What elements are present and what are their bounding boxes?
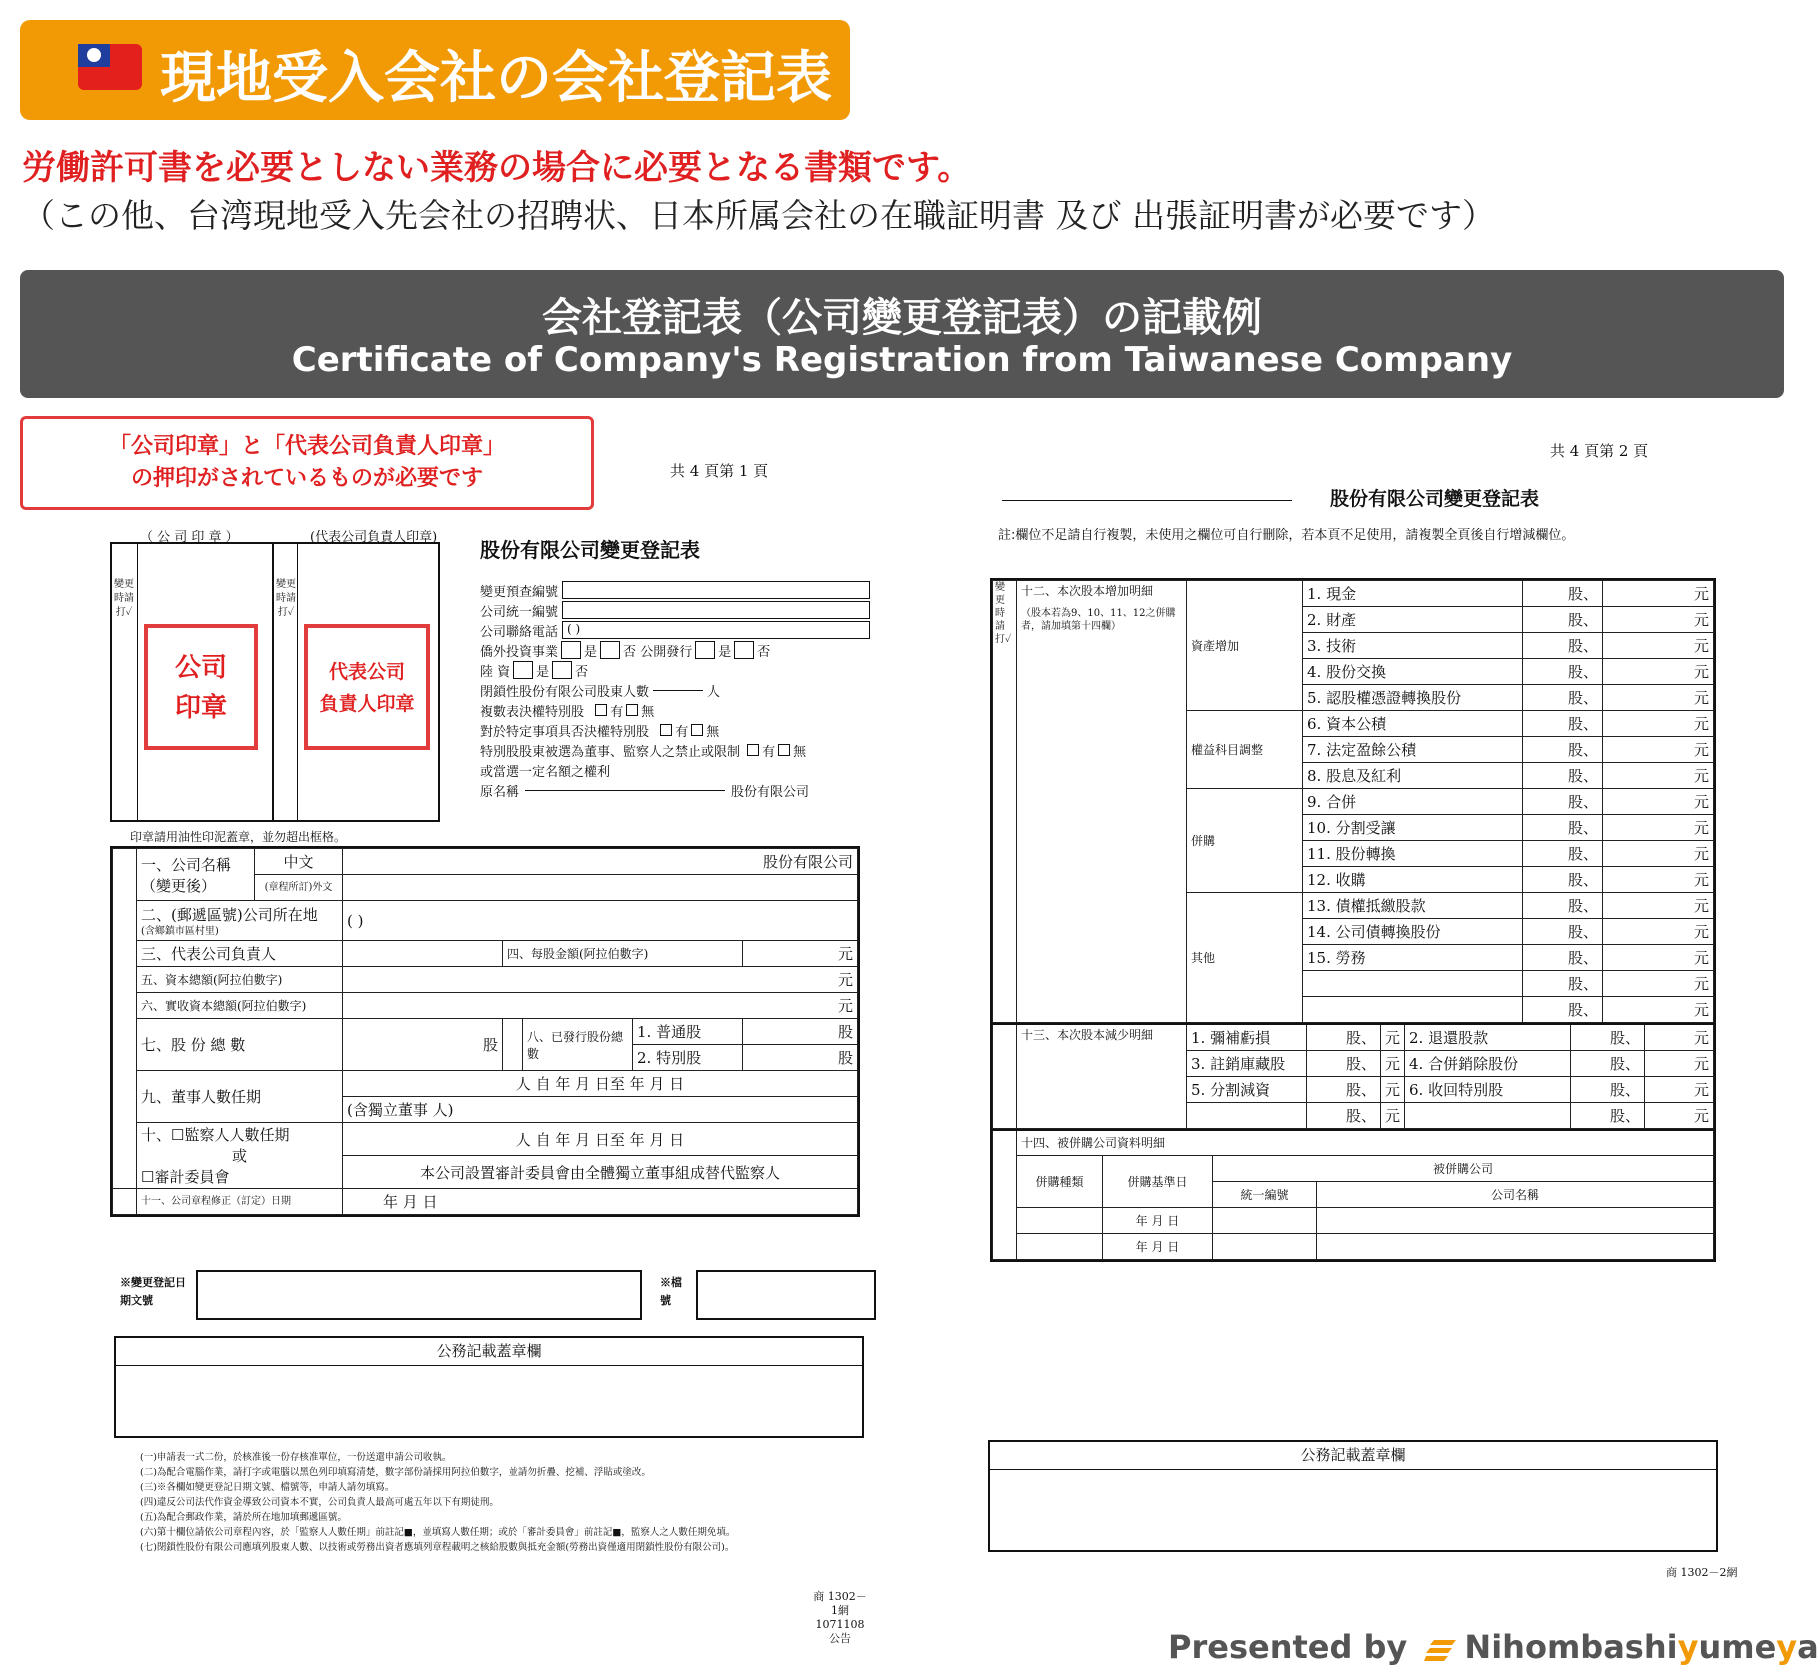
checkbox[interactable] (626, 704, 638, 716)
seal-text: 印章 (174, 693, 227, 723)
underline (1002, 500, 1292, 501)
row-label: 或 (231, 1147, 247, 1165)
item-label: 11. 股份轉換 (1303, 841, 1523, 867)
note-item: (一)申請表一式二份，於核准後一份存核准單位，一份送還申請公司收執。 (140, 1452, 452, 1463)
callout-line-2: の押印がされているものが必要です (130, 466, 483, 491)
item-label: 14. 公司債轉換股份 (1303, 919, 1523, 945)
column-header: 統一編號 (1213, 1182, 1317, 1208)
amount-field[interactable]: 元 (1603, 919, 1714, 945)
callout-line-1: 「公司印章」と「代表公司負責人印章」 (108, 434, 505, 459)
note-item: (二)為配合電腦作業，請打字或電腦以黑色列印填寫清楚，數字部份請採用阿拉伯數字，並請勿折疊、挖補、浮貼或塗改。 (140, 1467, 651, 1478)
merge-type-field[interactable] (1017, 1234, 1103, 1260)
row-label: 1. 普通股 (633, 1019, 743, 1045)
title-banner (20, 20, 850, 120)
taiwan-flag-icon (78, 44, 142, 90)
field-label: 複數表決權特別股 (480, 704, 585, 720)
form-info-block (480, 580, 870, 800)
shares-field[interactable]: 股、 (1523, 711, 1603, 737)
item-label: 8. 股息及紅利 (1303, 763, 1523, 789)
amount-field[interactable]: 元 (1603, 581, 1714, 607)
amount-field[interactable]: 元 (1603, 633, 1714, 659)
row-label: 十二、本次股本增加明細 (1021, 584, 1154, 598)
row-label: 九、董事人數任期 (137, 1071, 343, 1123)
shares-field[interactable]: 股、 (1307, 1102, 1381, 1128)
registration-number-box (196, 1270, 642, 1320)
shares-field[interactable]: 股、 (1523, 581, 1603, 607)
shares-field[interactable]: 股、 (1523, 763, 1603, 789)
amount-field[interactable]: 元 (1381, 1024, 1405, 1050)
field-label: 僑外投資事業 (480, 644, 559, 660)
official-stamp-box (114, 1336, 864, 1438)
representative-seal-stamp (304, 624, 430, 750)
shares-field[interactable]: 股、 (1307, 1050, 1381, 1076)
stamp-label: ※變更登記日期文號 (120, 1276, 186, 1307)
chinese-label: 中文 (255, 849, 343, 875)
section-header (20, 270, 1784, 398)
total-shares-field[interactable]: 股 (343, 1019, 503, 1071)
option-label: 無 (706, 724, 720, 740)
row-sublabel: （股本若為9、10、11、12之併購者，請加填第十四欄） (1021, 608, 1176, 632)
row-label: 二、(郵遞區號)公司所在地 (141, 905, 318, 924)
item-label: 6. 資本公積 (1303, 711, 1523, 737)
merge-type-field[interactable] (1017, 1208, 1103, 1234)
form-title: 股份有限公司變更登記表 (1330, 488, 1540, 510)
audit-committee-text: 本公司設置審計委員會由全體獨立董事組成替代監察人 (343, 1156, 858, 1189)
amount-field[interactable]: 元 (1603, 659, 1714, 685)
change-check-text: 變更時請打✓ (276, 579, 296, 618)
brand-part: y (1677, 1628, 1699, 1666)
seal-text: 代表公司 (328, 661, 405, 683)
column-header: 併購種類 (1017, 1156, 1103, 1208)
field-label: 公司聯絡電話 (480, 624, 559, 640)
seal-boxes (110, 542, 440, 822)
form-notes (140, 1450, 860, 1555)
checkbox[interactable] (734, 641, 754, 659)
shares-field[interactable]: 股、 (1523, 971, 1603, 997)
form-code (810, 1590, 870, 1646)
company-name-field[interactable] (1317, 1234, 1714, 1260)
checkbox[interactable] (595, 704, 607, 716)
change-check-text: 變更時請打✓ (114, 579, 134, 618)
amount-field[interactable]: 元 (1603, 711, 1714, 737)
change-check-text: 變更時請打✓ (993, 581, 1017, 1023)
option-label: 是 (718, 644, 732, 660)
checkbox[interactable] (778, 744, 790, 756)
form-title: 股份有限公司變更登記表 (480, 538, 700, 562)
shares-field[interactable]: 股、 (1307, 1024, 1381, 1050)
amount-field[interactable]: 元 (1645, 1076, 1714, 1102)
form-page-2 (990, 440, 1738, 1590)
check-column (993, 1024, 1017, 1128)
director-term-field[interactable]: 人 自 年 月 日至 年 月 日 (343, 1071, 858, 1097)
amount-field[interactable]: 元 (1603, 789, 1714, 815)
address-field[interactable]: ( ) (343, 901, 858, 941)
brand-part: ume (1698, 1628, 1777, 1666)
amount-field[interactable]: 元 (1603, 997, 1714, 1023)
supervisor-term-field[interactable]: 人 自 年 月 日至 年 月 日 (343, 1123, 858, 1156)
group-label: 資產增加 (1187, 581, 1303, 711)
field-label: 原名稱 (480, 784, 520, 800)
item-label (1187, 1102, 1307, 1128)
note-item: (六)第十欄位請依公司章程內容，於「監察人人數任期」前註記■，並填寫人數任期；或於「審計委員會」前註記■，監察人之人數任期免填。 (140, 1527, 736, 1538)
capital-detail-table (990, 578, 1716, 1262)
amount-field[interactable]: 元 (1603, 737, 1714, 763)
shareholder-count-field[interactable] (653, 690, 703, 691)
seal-text: 負責人印章 (319, 693, 415, 715)
row-label: 十四、被併購公司資料明細 (1017, 1130, 1714, 1156)
note-item: (七)閉鎖性股份有限公司應填列股東人數、以技術或勞務出資者應填列章程載明之核給股數與抵充金額(勞務出資僅適用閉鎖性股份有限公司)。 (140, 1542, 735, 1553)
section-subtitle: Certificate of Company's Registration from Taiwanese Company (291, 340, 1513, 380)
par-value-field[interactable]: 元 (743, 941, 858, 967)
amount-field[interactable]: 元 (1603, 945, 1714, 971)
checkbox[interactable] (691, 724, 703, 736)
company-seal-stamp (144, 624, 258, 750)
item-label (1303, 997, 1523, 1023)
articles-date-field[interactable]: 年 月 日 (343, 1189, 858, 1215)
item-label (1405, 1102, 1571, 1128)
item-label: 5. 分割減資 (1187, 1076, 1307, 1102)
lead-text: 労働許可書を必要としない業務の場合に必要となる書類です。 (22, 148, 972, 188)
page-number: 共 4 頁第 1 頁 (670, 462, 769, 480)
form-code-line: 商 1302－1網 (813, 1590, 867, 1617)
field-label: 公開發行 (640, 644, 693, 660)
spacer-cell (503, 1019, 523, 1071)
form-code: 商 1302－2網 (1666, 1566, 1738, 1579)
shares-field[interactable]: 股、 (1523, 997, 1603, 1023)
option-label: 否 (623, 644, 637, 660)
brand-part: y (1776, 1628, 1798, 1666)
common-shares-field[interactable]: 股 (743, 1019, 858, 1045)
presented-by-text: Presented by (1168, 1628, 1408, 1666)
amount-field[interactable]: 元 (1603, 841, 1714, 867)
item-label: 3. 註銷庫藏股 (1187, 1050, 1307, 1076)
check-column (113, 849, 137, 1189)
item-label: 1. 彌補虧損 (1187, 1024, 1307, 1050)
company-name-field[interactable] (1317, 1208, 1714, 1234)
shares-field[interactable]: 股、 (1523, 815, 1603, 841)
field-label: 公司統一編號 (480, 604, 559, 620)
row-label: 八、已發行股份總數 (523, 1019, 633, 1071)
field-label: 對於特定事項具否決權特別股 (480, 724, 650, 740)
row-label: 三、代表公司負責人 (137, 941, 343, 967)
row-label: 十、☐監察人人數任期 (141, 1126, 290, 1144)
page-title: 現地受入会社の会社登記表 (160, 46, 832, 111)
independent-director-field[interactable]: (含獨立董事 人) (343, 1097, 858, 1123)
amount-field[interactable]: 元 (1603, 685, 1714, 711)
checkbox[interactable] (552, 661, 572, 679)
pre-check-number-field[interactable] (562, 581, 870, 599)
original-name-field[interactable] (525, 790, 725, 791)
column-header: 併購基準日 (1103, 1156, 1213, 1208)
group-label: 其他 (1187, 893, 1303, 1023)
group-label: 權益科目調整 (1187, 711, 1303, 789)
seal-text: 公司 (174, 653, 227, 683)
checkbox[interactable] (600, 641, 620, 659)
shares-field[interactable]: 股、 (1571, 1024, 1645, 1050)
presented-by-footer (1168, 1628, 1819, 1666)
file-number-box (696, 1270, 876, 1320)
company-name-label (137, 849, 255, 901)
shares-field[interactable]: 股、 (1523, 893, 1603, 919)
amount-field[interactable]: 元 (1603, 893, 1714, 919)
option-label: 無 (641, 704, 655, 720)
note-item: (五)為配合郵政作業，請於所在地加填郵遞區號。 (140, 1512, 347, 1523)
seal-instruction: 印章請用油性印泥蓋章，並勿超出框格。 (130, 830, 347, 844)
company-seal-label: （ 公 司 印 章 ） (140, 530, 239, 545)
group-label: 併購 (1187, 789, 1303, 893)
field-label: 或當選一定名額之權利 (480, 764, 611, 780)
row-label: ☐審計委員會 (141, 1168, 230, 1186)
check-column (993, 1130, 1017, 1260)
official-stamp-box (988, 1440, 1718, 1552)
item-label: 13. 債權抵繳股款 (1303, 893, 1523, 919)
item-label (1303, 971, 1523, 997)
phone-field[interactable]: ( ) (562, 621, 870, 639)
item-label: 10. 分割受讓 (1303, 815, 1523, 841)
option-label: 否 (575, 664, 589, 680)
shares-field[interactable]: 股、 (1523, 919, 1603, 945)
item-label: 1. 現金 (1303, 581, 1523, 607)
field-suffix: 股份有限公司 (731, 784, 810, 800)
shares-field[interactable]: 股、 (1523, 607, 1603, 633)
brand-logo-icon (1424, 1636, 1458, 1662)
paid-capital-field[interactable]: 元 (343, 993, 858, 1019)
item-label: 4. 股份交換 (1303, 659, 1523, 685)
shares-field[interactable]: 股、 (1307, 1076, 1381, 1102)
amount-field[interactable]: 元 (1603, 971, 1714, 997)
ubn-field[interactable] (1213, 1208, 1317, 1234)
form-code-line: 1071108 公告 (815, 1618, 865, 1645)
shares-field[interactable]: 股、 (1523, 737, 1603, 763)
field-label: 陸 資 (480, 664, 511, 680)
page-number: 共 4 頁第 2 頁 (1550, 442, 1649, 460)
amount-field[interactable]: 元 (1603, 763, 1714, 789)
option-label: 無 (793, 744, 807, 760)
row-label: 十三、本次股本減少明細 (1017, 1024, 1187, 1128)
item-label: 6. 收回特別股 (1405, 1076, 1571, 1102)
requirement-note: （この他、台湾現地受入先会社の招聘状、日本所属会社の在職証明書 及び 出張証明書が必要です） (22, 196, 1495, 235)
field-label: 閉鎖性股份有限公司股東人數 (480, 684, 650, 700)
official-stamp-header: 公務記載蓋章欄 (116, 1338, 862, 1366)
chinese-name-field[interactable]: 股份有限公司 (343, 849, 858, 875)
amount-field[interactable]: 元 (1381, 1076, 1405, 1102)
amount-field[interactable]: 元 (1603, 867, 1714, 893)
stamp-label: ※檔號 (660, 1276, 682, 1307)
row-label: 一、公司名稱 (141, 855, 232, 874)
row-label: 六、實收資本總額(阿拉伯數字) (137, 993, 343, 1019)
item-label: 2. 退還股款 (1405, 1024, 1571, 1050)
row-sublabel: (含鄉鎮市區村里) (141, 925, 219, 937)
note-item: (四)違反公司法代作資金導致公司資本不實，公司負責人最高可處五年以下有期徒刑。 (140, 1497, 499, 1508)
amount-field[interactable]: 元 (1381, 1050, 1405, 1076)
company-id-field[interactable] (562, 601, 870, 619)
option-label: 有 (675, 724, 689, 740)
item-label: 3. 技術 (1303, 633, 1523, 659)
shares-field[interactable]: 股、 (1571, 1102, 1645, 1128)
shares-field[interactable]: 股、 (1523, 867, 1603, 893)
shares-field[interactable]: 股、 (1523, 841, 1603, 867)
column-header: 公司名稱 (1317, 1182, 1714, 1208)
amount-field[interactable]: 元 (1381, 1102, 1405, 1128)
item-label: 2. 財產 (1303, 607, 1523, 633)
amount-field[interactable]: 元 (1645, 1102, 1714, 1128)
checkbox[interactable] (695, 641, 715, 659)
field-label: 變更預查編號 (480, 584, 559, 600)
shares-field[interactable]: 股、 (1523, 659, 1603, 685)
checkbox[interactable] (513, 661, 533, 679)
form-page-1 (110, 450, 870, 1645)
item-label: 7. 法定盈餘公積 (1303, 737, 1523, 763)
item-label: 4. 合併銷除股份 (1405, 1050, 1571, 1076)
checkbox[interactable] (561, 641, 581, 659)
representative-seal-label: (代表公司負責人印章) (310, 530, 438, 545)
amount-field[interactable]: 元 (1645, 1050, 1714, 1076)
brand-part: Nihombashi (1464, 1628, 1678, 1666)
option-label: 是 (536, 664, 550, 680)
row-label: 2. 特別股 (633, 1045, 743, 1071)
shares-field[interactable]: 股、 (1571, 1076, 1645, 1102)
shares-field[interactable]: 股、 (1571, 1050, 1645, 1076)
registry-stamp-row (120, 1270, 880, 1328)
merge-date-field[interactable]: 年 月 日 (1103, 1234, 1213, 1260)
row-label: 七、股 份 總 數 (137, 1019, 343, 1071)
form-note: 註:欄位不足請自行複製，未使用之欄位可自行刪除，若本頁不足使用，請複製全頁後自行增減欄位。 (998, 528, 1575, 543)
note-item: (三)※各欄如變更登記日期文號、檔號等，申請人請勿填寫。 (140, 1482, 395, 1493)
company-info-table (110, 846, 860, 1217)
shares-field[interactable]: 股、 (1523, 789, 1603, 815)
special-shares-field[interactable]: 股 (743, 1045, 858, 1071)
item-label: 9. 合併 (1303, 789, 1523, 815)
unit-label: 人 (707, 684, 721, 700)
foreign-label: (章程所訂)外文 (255, 875, 343, 901)
option-label: 有 (762, 744, 776, 760)
official-stamp-header: 公務記載蓋章欄 (990, 1442, 1716, 1470)
option-label: 否 (757, 644, 771, 660)
row-label: 五、資本總額(阿拉伯數字) (137, 967, 343, 993)
brand-part: a (1797, 1628, 1819, 1666)
column-header: 被併購公司 (1213, 1156, 1714, 1182)
item-label: 15. 勞務 (1303, 945, 1523, 971)
option-label: 是 (584, 644, 598, 660)
item-label: 5. 認股權憑證轉換股份 (1303, 685, 1523, 711)
shares-field[interactable]: 股、 (1523, 685, 1603, 711)
shares-field[interactable]: 股、 (1523, 633, 1603, 659)
item-label: 12. 收購 (1303, 867, 1523, 893)
brand-name (1464, 1628, 1818, 1666)
amount-field[interactable]: 元 (1645, 1024, 1714, 1050)
foreign-name-field[interactable] (343, 875, 858, 901)
option-label: 有 (610, 704, 624, 720)
ubn-field[interactable] (1213, 1234, 1317, 1260)
shares-field[interactable]: 股、 (1523, 945, 1603, 971)
field-label: 特別股股東被選為董事、監察人之禁止或限制 (480, 744, 741, 760)
amount-field[interactable]: 元 (1603, 815, 1714, 841)
amount-field[interactable]: 元 (1603, 607, 1714, 633)
row-label: 四、每股金額(阿拉伯數字) (503, 941, 743, 967)
row-label: （變更後） (141, 876, 217, 895)
checkbox[interactable] (747, 744, 759, 756)
representative-field[interactable] (343, 941, 503, 967)
section-title: 会社登記表（公司變更登記表）の記載例 (542, 295, 1262, 341)
checkbox[interactable] (660, 724, 672, 736)
row-label: 十一、公司章程修正（訂定）日期 (137, 1189, 343, 1215)
capital-field[interactable]: 元 (343, 967, 858, 993)
merge-date-field[interactable]: 年 月 日 (1103, 1208, 1213, 1234)
